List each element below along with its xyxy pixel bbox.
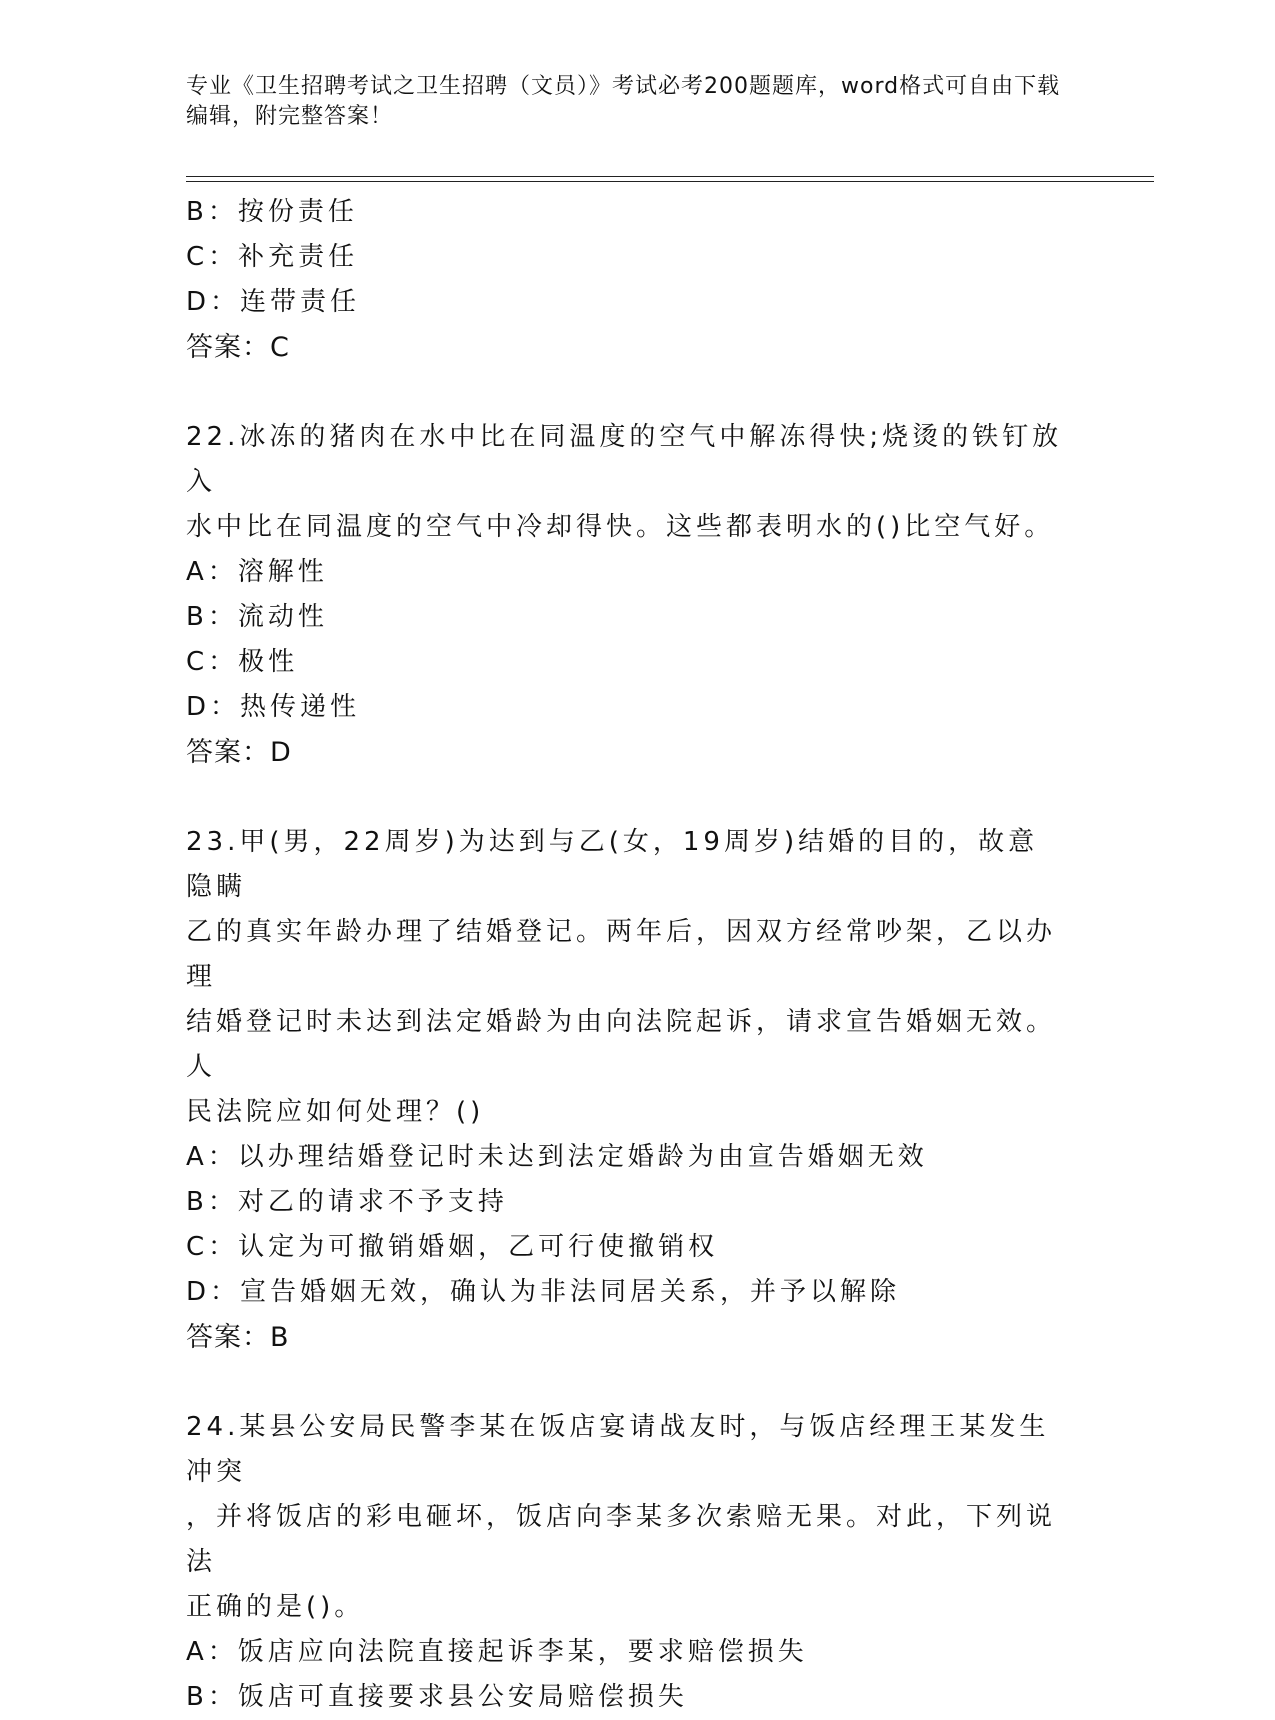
option-b: B：饭店可直接要求县公安局赔偿损失 xyxy=(186,1682,688,1712)
option-d: D：热传递性 xyxy=(186,692,361,722)
question-block-21 xyxy=(186,190,1066,370)
option-d: D：宣告婚姻无效，确认为非法同居关系，并予以解除 xyxy=(186,1277,901,1307)
question-list xyxy=(186,190,1066,1720)
question-block-23 xyxy=(186,820,1066,1360)
option-b: B：流动性 xyxy=(186,602,328,632)
header-divider-bottom xyxy=(186,181,1154,182)
spacer xyxy=(186,775,1066,820)
option-a: A：以办理结婚登记时未达到法定婚龄为由宣告婚姻无效 xyxy=(186,1142,928,1172)
option-b: B：按份责任 xyxy=(186,197,358,227)
header-divider-top xyxy=(186,176,1154,177)
option-a: A：溶解性 xyxy=(186,557,328,587)
header-title: 专业《卫生招聘考试之卫生招聘（文员）》考试必考200题题库，word格式可自由下载编辑，附完整答案！ xyxy=(186,74,1061,129)
answer-label: 答案：C xyxy=(186,332,290,363)
question-block-24 xyxy=(186,1405,1066,1720)
option-d: D：连带责任 xyxy=(186,287,361,317)
option-c: C：认定为可撤销婚姻，乙可行使撤销权 xyxy=(186,1232,719,1262)
option-a: A：饭店应向法院直接起诉李某，要求赔偿损失 xyxy=(186,1637,808,1667)
spacer xyxy=(186,370,1066,415)
option-b: B：对乙的请求不予支持 xyxy=(186,1187,508,1217)
question-text: 22.冰冻的猪肉在水中比在同温度的空气中解冻得快;烧烫的铁钉放入 水中比在同温度的空气中冷却得快。这些都表明水的()比空气好。 xyxy=(186,422,1063,542)
question-text: 23.甲(男，22周岁)为达到与乙(女，19周岁)结婚的目的，故意隐瞒 乙的真实年龄办理了结婚登记。两年后，因双方经常吵架，乙以办理 结婚登记时未达到法定婚龄为由向法院起诉，请求宣告婚姻无效。人 民法院应如何处理？() xyxy=(186,827,1057,1127)
spacer xyxy=(186,1360,1066,1405)
answer-label: 答案：B xyxy=(186,1322,290,1353)
answer-label: 答案：D xyxy=(186,737,292,768)
document-header xyxy=(186,72,1066,132)
option-c: C：补充责任 xyxy=(186,242,359,272)
question-text: 24.某县公安局民警李某在饭店宴请战友时，与饭店经理王某发生冲突 ，并将饭店的彩电砸坏，饭店向李某多次索赔无果。对此，下列说法 正确的是()。 xyxy=(186,1412,1057,1622)
option-c: C：极性 xyxy=(186,647,299,677)
question-block-22 xyxy=(186,415,1066,775)
